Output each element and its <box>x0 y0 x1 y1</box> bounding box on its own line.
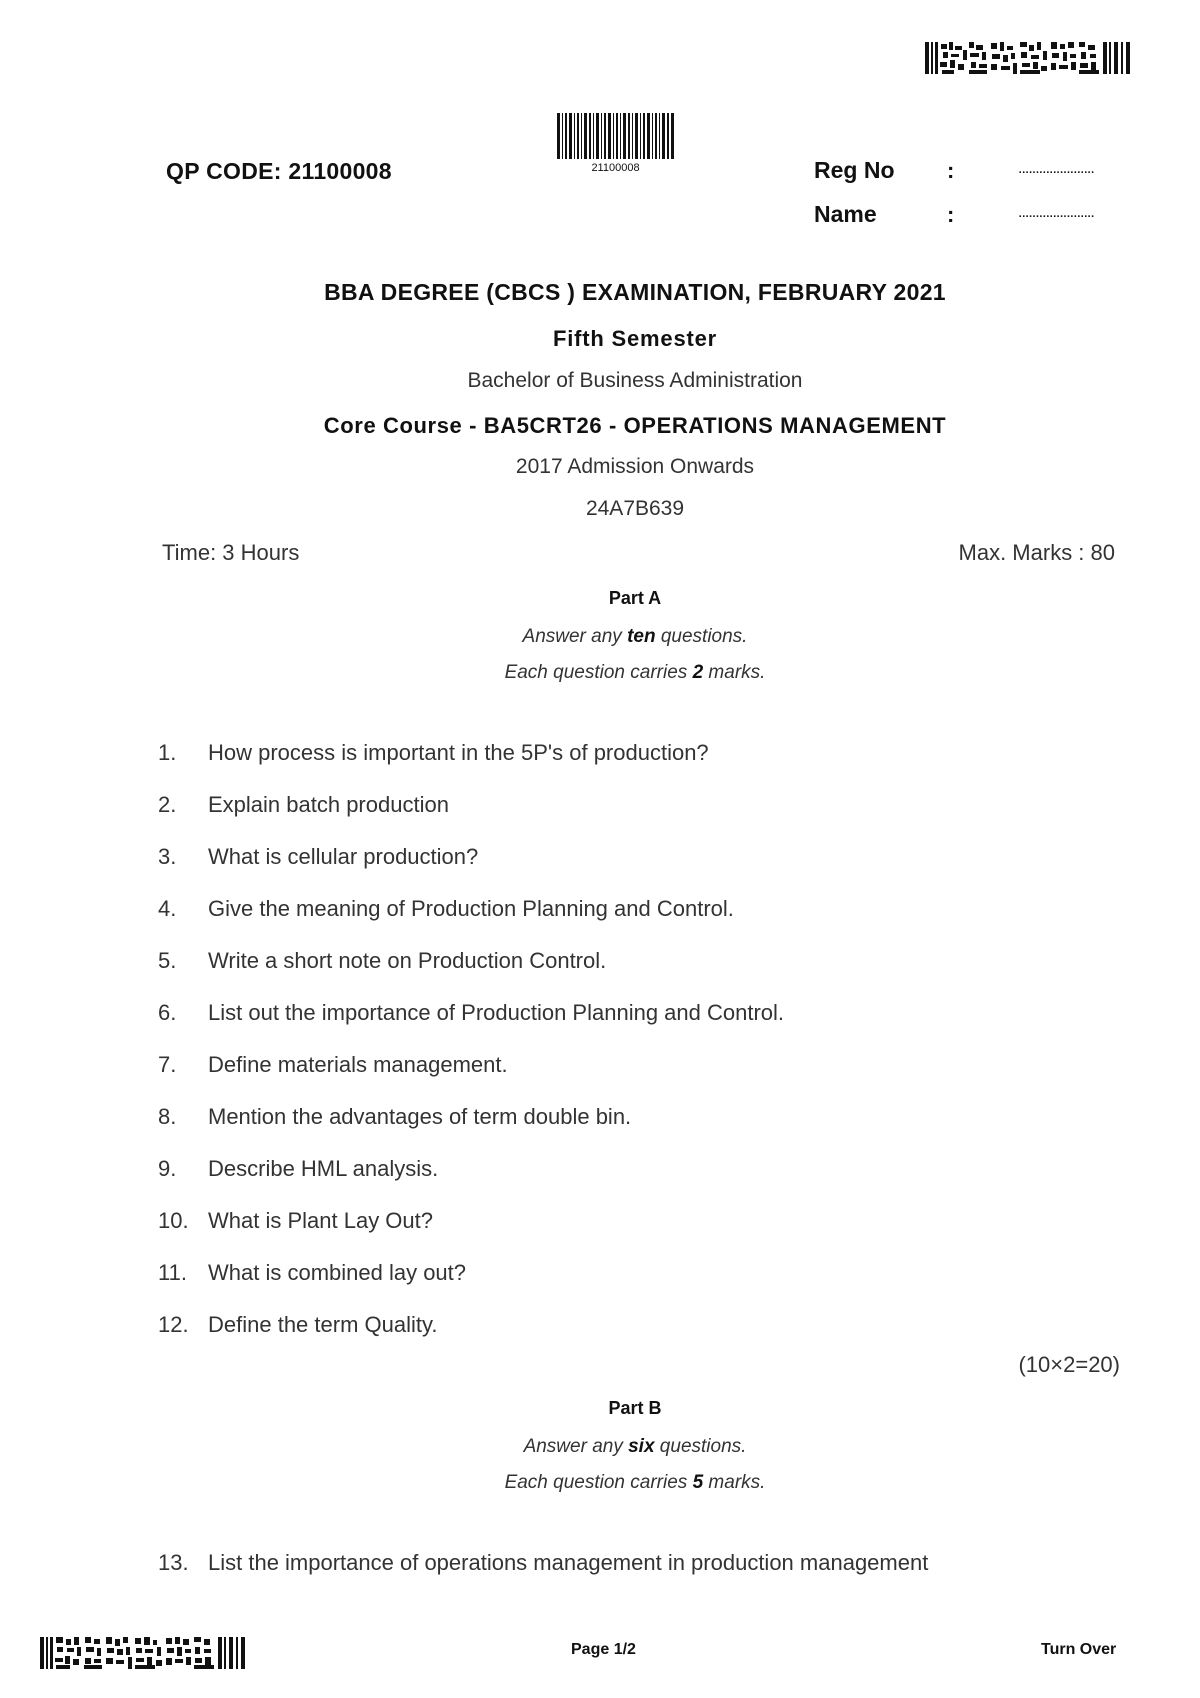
turn-over: Turn Over <box>1041 1641 1117 1658</box>
programme: Bachelor of Business Administration <box>467 369 803 392</box>
question-item: 8. Mention the advantages of term double bin. <box>158 1104 632 1129</box>
question-item: 12. Define the term Quality. <box>158 1312 438 1337</box>
barcode-center <box>557 113 674 159</box>
qp-code: QP CODE: 21100008 <box>166 158 392 184</box>
question-item: 13. List the importance of operations management in production management <box>158 1550 929 1575</box>
part-a-heading: Part A <box>608 588 662 608</box>
paper-code: 24A7B639 <box>585 497 685 520</box>
question-item: 3. What is cellular production? <box>158 844 479 869</box>
question-item: 1. How process is important in the 5P's of production? <box>158 740 709 765</box>
question-item: 11. What is combined lay out? <box>158 1260 467 1285</box>
name-blank: ...................... <box>1018 204 1094 221</box>
question-item: 9. Describe HML analysis. <box>158 1156 439 1181</box>
semester: Fifth Semester <box>552 326 718 351</box>
part-b-heading: Part B <box>608 1398 662 1418</box>
admission-note: 2017 Admission Onwards <box>515 455 755 478</box>
question-item: 10. What is Plant Lay Out? <box>158 1208 433 1233</box>
exam-title: BBA DEGREE (CBCS ) EXAMINATION, FEBRUARY 2021 <box>324 279 946 305</box>
question-item: 6. List out the importance of Production Planning and Control. <box>158 1000 785 1025</box>
question-item: 7. Define materials management. <box>158 1052 508 1077</box>
part-b-instruction-1: Answer any six questions. <box>523 1436 747 1457</box>
name-label: Name <box>814 201 877 227</box>
part-a-instruction-2: Each question carries 2 marks. <box>504 662 766 683</box>
question-item: 2. Explain batch production <box>158 792 449 817</box>
reg-no-label: Reg No <box>814 157 895 183</box>
barcode-top-right <box>925 42 1130 74</box>
name-colon: : <box>947 202 955 227</box>
part-b-instruction-2: Each question carries 5 marks. <box>504 1472 766 1493</box>
part-a-instruction-1: Answer any ten questions. <box>522 626 748 647</box>
barcode-number: 21100008 <box>591 162 640 174</box>
question-item: 5. Write a short note on Production Control. <box>158 948 607 973</box>
part-a-score: (10×2=20) <box>1018 1352 1120 1377</box>
exam-time: Time: 3 Hours <box>162 540 300 565</box>
question-item: 4. Give the meaning of Production Planning and Control. <box>158 896 734 921</box>
reg-no-blank: ...................... <box>1018 160 1094 177</box>
course-title: Core Course - BA5CRT26 - OPERATIONS MANAGEMENT <box>323 413 947 438</box>
page-number: Page 1/2 <box>571 1641 636 1658</box>
reg-no-colon: : <box>947 158 955 183</box>
barcode-bottom-left <box>40 1637 245 1669</box>
max-marks: Max. Marks : 80 <box>958 540 1115 565</box>
